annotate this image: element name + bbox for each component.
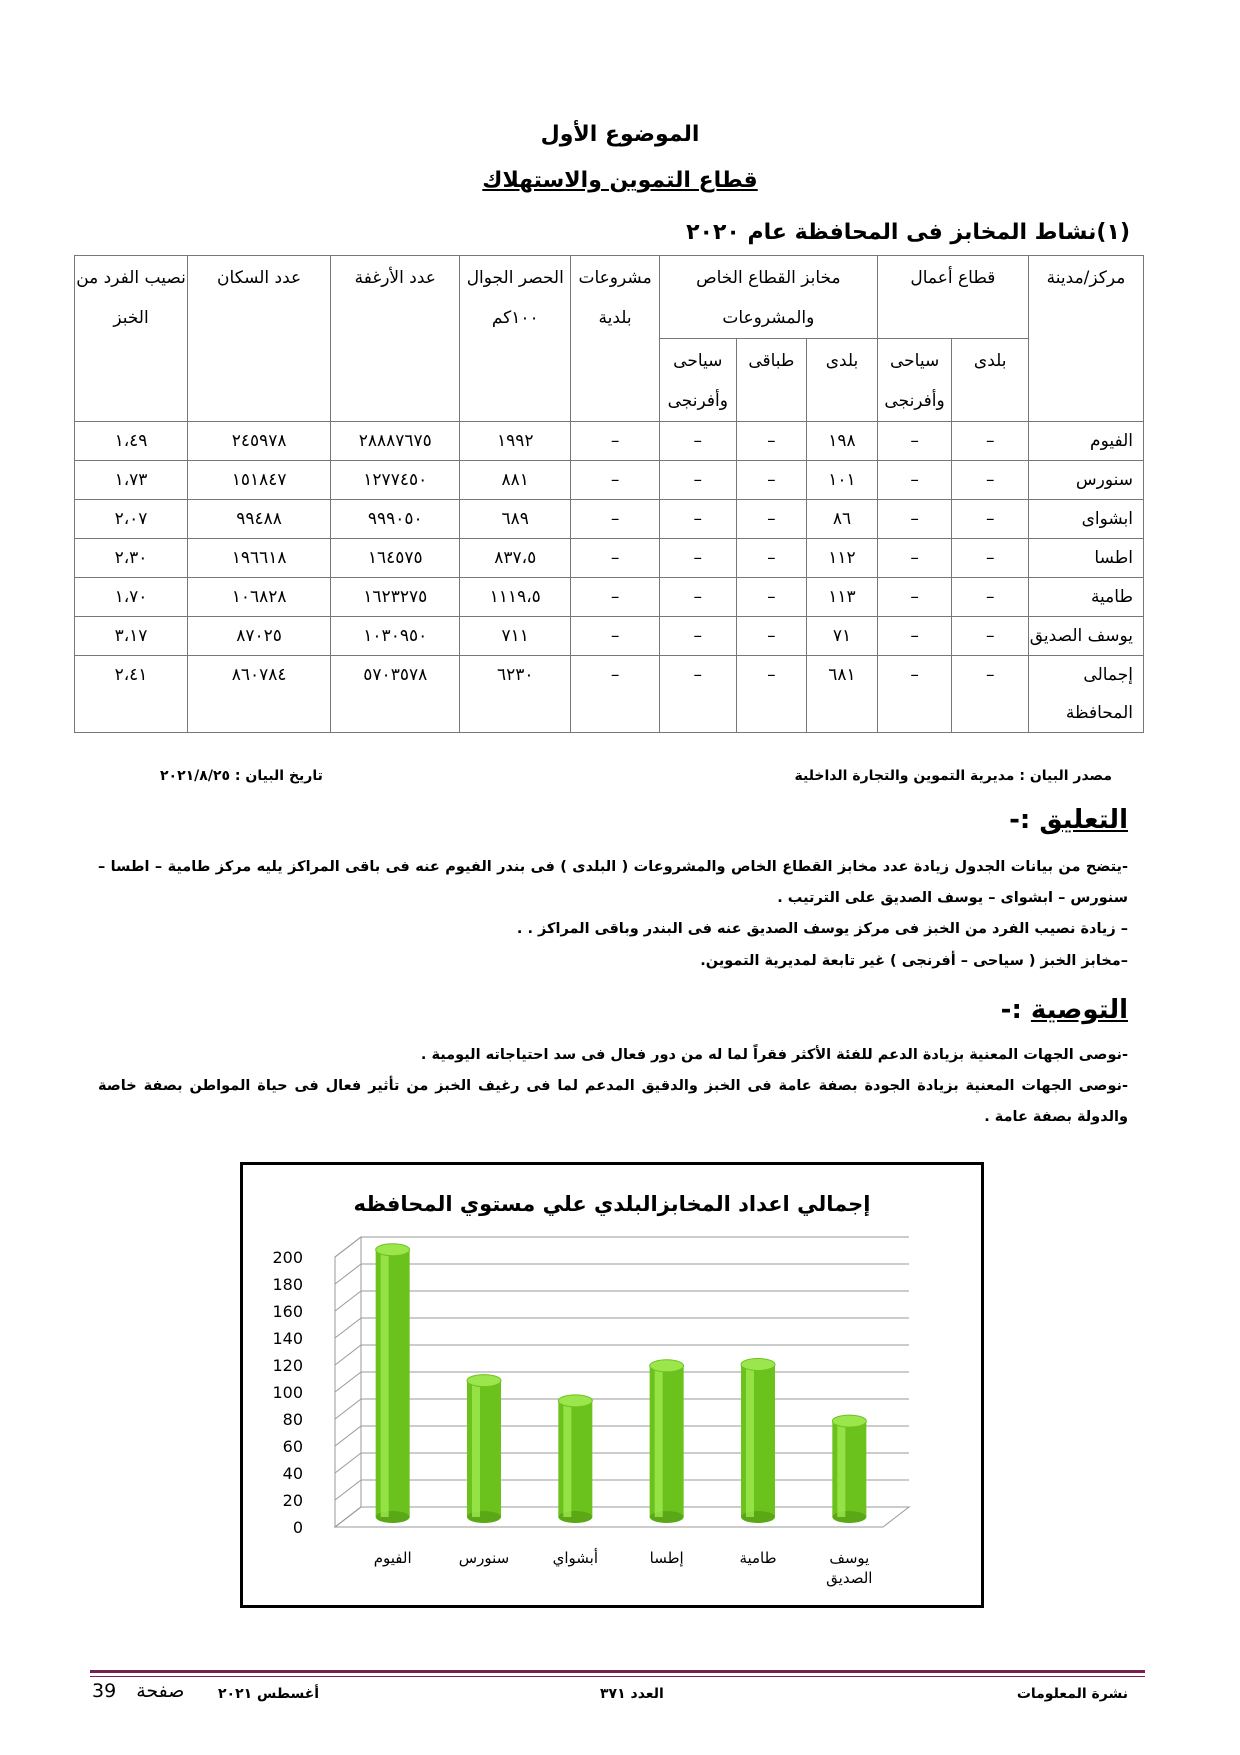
bar-highlight	[472, 1381, 480, 1517]
header-private-tabaqi: طباقى	[736, 339, 807, 422]
bar-2	[467, 1375, 501, 1523]
cell-priv-tabaqi: –	[736, 578, 807, 617]
header-private-tourist: سياحى وأفرنجى	[659, 339, 736, 422]
gridline-depth	[335, 1264, 361, 1284]
cell-mobile: ٨٣٧،٥	[460, 539, 571, 578]
commentary-heading	[1009, 805, 1128, 835]
cell-mobile: ١١١٩،٥	[460, 578, 571, 617]
cell-mobile: ٦٨٩	[460, 500, 571, 539]
recommendation-title: التوصية	[1030, 995, 1128, 1025]
bar-highlight	[563, 1401, 571, 1517]
cell-population: ٢٤٥٩٧٨	[188, 422, 331, 461]
x-tick-label: أبشواي	[552, 1549, 599, 1567]
x-tick-label: إطسا	[649, 1549, 684, 1567]
cell-pub-tourist: –	[877, 578, 952, 617]
cell-priv-baladi: ١٠١	[807, 461, 878, 500]
cell-mobile: ٨٨١	[460, 461, 571, 500]
gridline-depth	[335, 1453, 361, 1473]
cell-priv-baladi: ١١٣	[807, 578, 878, 617]
cell-pub-baladi: –	[952, 656, 1029, 733]
footer-rule	[90, 1670, 1145, 1673]
bar-highlight	[746, 1364, 754, 1517]
cell-per-capita: ٣،١٧	[75, 617, 188, 656]
cell-pub-baladi: –	[952, 539, 1029, 578]
cell-city: طامية	[1029, 578, 1144, 617]
gridline-depth	[335, 1291, 361, 1311]
cell-pub-tourist: –	[877, 422, 952, 461]
cell-per-capita: ١،٤٩	[75, 422, 188, 461]
header-private-baladi: بلدى	[807, 339, 878, 422]
cell-priv-tourist: –	[659, 422, 736, 461]
cell-municipal: –	[571, 617, 660, 656]
bar-1	[376, 1244, 410, 1523]
cell-city: إجمالى المحافظة	[1029, 656, 1144, 733]
recommendation-line: -نوصى الجهات المعنية بزيادة الجودة بصفة عامة فى الخبز والدقيق المدعم لما فى رغيف الخبز من تأثير فعال فى حياة المواطن بصفة خاصة والدولة بصفة عامة .	[98, 1078, 1128, 1125]
cell-loaves: ١٦٤٥٧٥	[331, 539, 460, 578]
cell-priv-tourist: –	[659, 500, 736, 539]
cell-priv-baladi: ٦٨١	[807, 656, 878, 733]
cell-priv-tabaqi: –	[736, 461, 807, 500]
cell-city: الفيوم	[1029, 422, 1144, 461]
x-tick-label: يوسف الصديق	[826, 1549, 873, 1587]
cell-municipal: –	[571, 656, 660, 733]
cell-per-capita: ٢،٣٠	[75, 539, 188, 578]
y-tick-label: 40	[282, 1464, 303, 1483]
cell-population: ١٠٦٨٢٨	[188, 578, 331, 617]
y-tick-label: 60	[282, 1437, 303, 1456]
x-tick-label: طامية	[739, 1549, 777, 1567]
header-per-capita: نصيب الفرد من الخبز	[75, 256, 188, 422]
table-title: (١)نشاط المخابز فى المحافظة عام ٢٠٢٠	[686, 220, 1130, 245]
cell-pub-tourist: –	[877, 539, 952, 578]
cell-population: ١٥١٨٤٧	[188, 461, 331, 500]
commentary-line: -يتضح من بيانات الجدول زيادة عدد مخابز القطاع الخاص والمشروعات ( البلدى ) فى بندر الفيوم عنه فى باقى المراكز يليه مركز طامية – اطسا – سنورس – ابشواى – يوسف الصديق على الترتيب .	[98, 859, 1128, 906]
cell-priv-tabaqi: –	[736, 422, 807, 461]
data-date: تاريخ البيان : ٢٠٢١/٨/٢٥	[160, 768, 323, 784]
cell-pub-tourist: –	[877, 617, 952, 656]
chart-floor	[335, 1507, 909, 1527]
cell-population: ٩٩٤٨٨	[188, 500, 331, 539]
page-number: 39	[92, 1680, 117, 1702]
y-tick-label: 0	[292, 1518, 303, 1537]
y-tick-label: 140	[272, 1329, 303, 1348]
recommendation-heading	[1001, 995, 1128, 1025]
table-row	[75, 656, 1144, 733]
cell-pub-tourist: –	[877, 461, 952, 500]
cell-city: سنورس	[1029, 461, 1144, 500]
cell-loaves: ١٢٧٧٤٥٠	[331, 461, 460, 500]
recommendation-title-suffix: :-	[1000, 995, 1031, 1025]
cell-municipal: –	[571, 539, 660, 578]
cell-municipal: –	[571, 422, 660, 461]
cell-city: اطسا	[1029, 539, 1144, 578]
commentary-title-suffix: :-	[1009, 805, 1040, 835]
cell-priv-tabaqi: –	[736, 617, 807, 656]
bar-top	[467, 1375, 501, 1387]
footer-issue: العدد ٣٧١	[600, 1686, 664, 1702]
bar-highlight	[837, 1421, 845, 1517]
gridline-depth	[335, 1426, 361, 1446]
cell-priv-baladi: ١١٢	[807, 539, 878, 578]
cell-city: يوسف الصديق	[1029, 617, 1144, 656]
bar-highlight	[655, 1366, 663, 1517]
bar-3	[558, 1395, 592, 1523]
header-municipal-projects: مشروعات بلدية	[571, 256, 660, 422]
cell-population: ٨٧٠٢٥	[188, 617, 331, 656]
cell-per-capita: ١،٧٣	[75, 461, 188, 500]
header-private-sector: مخابز القطاع الخاص والمشروعات	[659, 256, 877, 339]
bar-top	[650, 1360, 684, 1372]
table-row	[75, 617, 1144, 656]
footer-date: أغسطس ٢٠٢١	[218, 1686, 320, 1702]
cell-per-capita: ١،٧٠	[75, 578, 188, 617]
cell-per-capita: ٢،٠٧	[75, 500, 188, 539]
cell-mobile: ٦٢٣٠	[460, 656, 571, 733]
header-mobile-count: الحصر الجوال ١٠٠كم	[460, 256, 571, 422]
bar-highlight	[381, 1250, 389, 1517]
commentary-line: –مخابز الخبز ( سياحى – أفرنجى ) غير تابعة لمديرية التموين.	[700, 953, 1128, 969]
bakeries-table	[74, 255, 1144, 733]
cell-mobile: ١٩٩٢	[460, 422, 571, 461]
header-public-baladi: بلدى	[952, 339, 1029, 422]
cell-pub-tourist: –	[877, 656, 952, 733]
recommendation-line: -نوصى الجهات المعنية بزيادة الدعم للفئة الأكثر فقراً لما له من دور فعال فى سد احتياجاته اليومية .	[420, 1047, 1128, 1063]
cell-loaves: ١٠٣٠٩٥٠	[331, 617, 460, 656]
table-row	[75, 578, 1144, 617]
bar-top	[376, 1244, 410, 1256]
bar-top	[558, 1395, 592, 1407]
header-loaves: عدد الأرغفة	[331, 256, 460, 422]
chart-canvas	[243, 1165, 981, 1605]
gridline-depth	[335, 1318, 361, 1338]
footer-publication: نشرة المعلومات	[1016, 1686, 1128, 1702]
cell-priv-tourist: –	[659, 461, 736, 500]
gridline-depth	[335, 1399, 361, 1419]
table-row	[75, 500, 1144, 539]
footer-rule-thin	[90, 1676, 1145, 1677]
sector-heading: قطاع التموين والاستهلاك	[482, 168, 758, 193]
bar-5	[741, 1358, 775, 1523]
header-public-sector: قطاع أعمال	[877, 256, 1028, 339]
cell-priv-tabaqi: –	[736, 539, 807, 578]
cell-loaves: ١٦٢٣٢٧٥	[331, 578, 460, 617]
cell-municipal: –	[571, 578, 660, 617]
page-label: صفحة	[136, 1680, 185, 1702]
cell-priv-baladi: ٨٦	[807, 500, 878, 539]
y-tick-label: 180	[272, 1275, 303, 1294]
cell-per-capita: ٢،٤١	[75, 656, 188, 733]
cell-municipal: –	[571, 461, 660, 500]
cell-pub-baladi: –	[952, 578, 1029, 617]
cell-pub-baladi: –	[952, 500, 1029, 539]
cell-priv-baladi: ١٩٨	[807, 422, 878, 461]
x-tick-label: الفيوم	[373, 1549, 412, 1567]
gridline-depth	[335, 1345, 361, 1365]
cell-pub-baladi: –	[952, 617, 1029, 656]
table-row	[75, 422, 1144, 461]
cell-loaves: ٥٧٠٣٥٧٨	[331, 656, 460, 733]
bakeries-chart	[240, 1162, 984, 1608]
y-tick-label: 20	[282, 1491, 303, 1510]
cell-priv-tourist: –	[659, 539, 736, 578]
y-tick-label: 80	[282, 1410, 303, 1429]
footer-page	[92, 1680, 184, 1702]
gridline-depth	[335, 1507, 361, 1527]
cell-priv-tourist: –	[659, 578, 736, 617]
cell-priv-tabaqi: –	[736, 500, 807, 539]
cell-loaves: ٢٨٨٨٧٦٧٥	[331, 422, 460, 461]
cell-pub-tourist: –	[877, 500, 952, 539]
bar-top	[741, 1358, 775, 1370]
gridline-depth	[335, 1480, 361, 1500]
commentary-title: التعليق	[1039, 805, 1128, 835]
cell-priv-tabaqi: –	[736, 656, 807, 733]
table-row	[75, 539, 1144, 578]
cell-pub-baladi: –	[952, 422, 1029, 461]
bar-top	[832, 1415, 866, 1427]
data-source: مصدر البيان : مديرية التموين والتجارة الداخلية	[794, 768, 1112, 784]
bar-4	[650, 1360, 684, 1523]
cell-population: ٨٦٠٧٨٤	[188, 656, 331, 733]
gridline-depth	[335, 1237, 361, 1257]
commentary-line: – زيادة نصيب الفرد من الخبز فى مركز يوسف الصديق عنه فى البندر وباقى المراكز . .	[516, 921, 1128, 937]
chart-title: إجمالي اعداد المخابزالبلدي علي مستوي المحافظه	[353, 1192, 871, 1216]
y-tick-label: 160	[272, 1302, 303, 1321]
gridline-depth	[335, 1372, 361, 1392]
cell-pub-baladi: –	[952, 461, 1029, 500]
topic-heading: الموضوع الأول	[540, 122, 700, 147]
table-row	[75, 461, 1144, 500]
cell-mobile: ٧١١	[460, 617, 571, 656]
cell-city: ابشواى	[1029, 500, 1144, 539]
cell-population: ١٩٦٦١٨	[188, 539, 331, 578]
y-tick-label: 200	[272, 1248, 303, 1267]
header-population: عدد السكان	[188, 256, 331, 422]
bar-6	[832, 1415, 866, 1523]
cell-municipal: –	[571, 500, 660, 539]
cell-priv-tourist: –	[659, 656, 736, 733]
header-city: مركز/مدينة	[1029, 256, 1144, 422]
cell-loaves: ٩٩٩٠٥٠	[331, 500, 460, 539]
y-tick-label: 120	[272, 1356, 303, 1375]
cell-priv-baladi: ٧١	[807, 617, 878, 656]
y-tick-label: 100	[272, 1383, 303, 1402]
x-tick-label: سنورس	[458, 1549, 510, 1567]
header-public-tourist: سياحى وأفرنجى	[877, 339, 952, 422]
cell-priv-tourist: –	[659, 617, 736, 656]
